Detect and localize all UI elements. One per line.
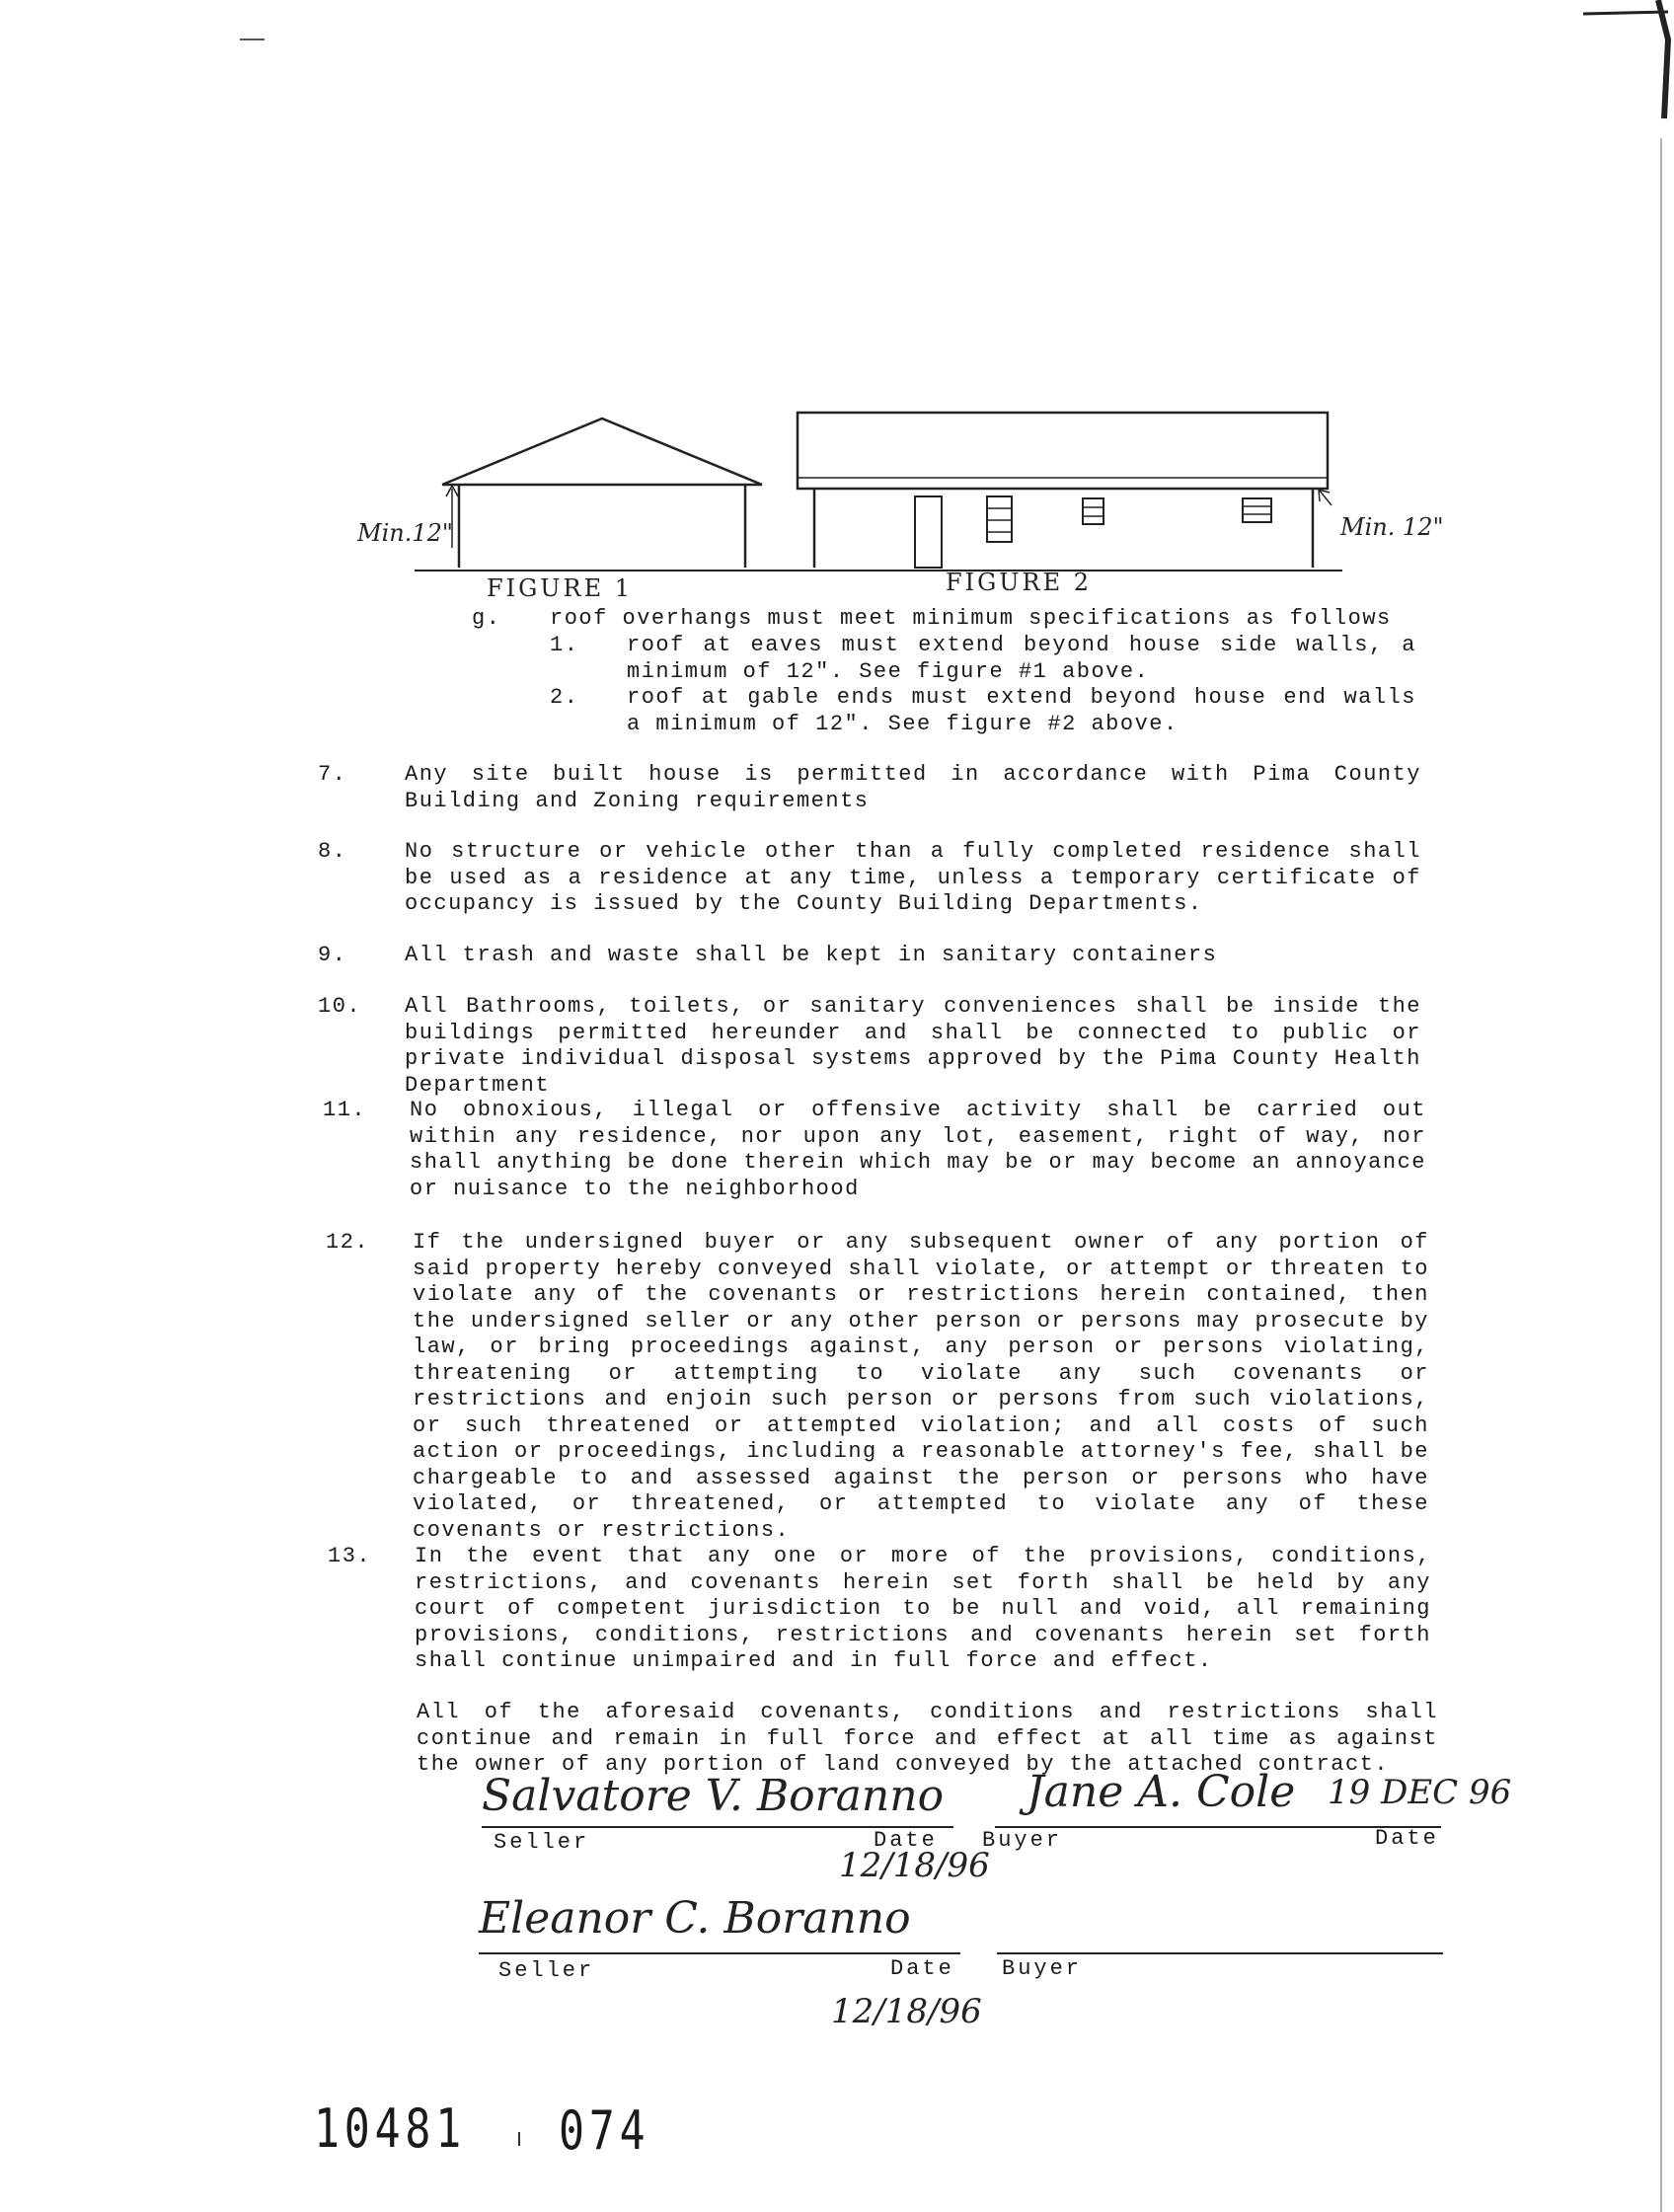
covenant-text: Any site built house is permitted in accordance with Pima County Building and Zoning requirements xyxy=(405,762,1421,813)
covenant-number: 8. xyxy=(318,839,347,864)
buyer-label: Buyer xyxy=(1002,1956,1083,1981)
buyer-2-signature-line xyxy=(997,1952,1443,1954)
covenant-item xyxy=(318,839,1421,918)
buyer-1-date: 19 DEC 96 xyxy=(1328,1773,1512,1812)
figure-1-drawing xyxy=(415,419,770,571)
docket-number: 10481 xyxy=(314,2098,467,2160)
seller-label: Seller xyxy=(498,1958,595,1983)
covenant-number: 9. xyxy=(318,943,347,967)
seller-2-signature-line xyxy=(479,1952,960,1954)
buyer-label: Buyer xyxy=(982,1828,1063,1853)
covenant-text: If the undersigned buyer or any subsequent owner of any portion of said property hereby conveyed shall violate, or attempt or threaten to violate any of the covenants or restrictions herein contained, then the undersigned seller or any other person or persons may prosecute by law, or bring proceedings against, any person or persons violating, threatening or attempting to violate any such covenants or restrictions and enjoin such person or persons from such violations, or such threatened or attempted violation; and all costs of such action or proceedings, including a reasonable attorney's fee, shall be chargeable to and assessed against the person or persons who have violated, or threatened, or attempted to violate any of these covenants or restrictions. xyxy=(413,1230,1429,1543)
clause-g-sub-text: roof at eaves must extend beyond house side walls, a minimum of 12". See figure #1 above. xyxy=(627,633,1416,684)
covenant-text: All Bathrooms, toilets, or sanitary conveniences shall be inside the buildings permitted hereunder and shall be connected to public or private individual disposal systems approved by the Pima County Health Department xyxy=(405,994,1421,1098)
seller-2-signature: Eleanor C. Boranno xyxy=(479,1893,911,1944)
date-label: Date xyxy=(874,1828,938,1853)
covenant-text: No structure or vehicle other than a fully completed residence shall be used as a residence at any time, unless a temporary certificate of occupancy is issued by the County Building Departments. xyxy=(405,839,1421,916)
covenant-number: 12. xyxy=(326,1230,370,1255)
stamp-tick xyxy=(518,2132,520,2146)
date-label: Date xyxy=(1375,1826,1439,1851)
covenant-number: 10. xyxy=(318,994,362,1019)
seller-1-signature: Salvatore V. Boranno xyxy=(482,1771,945,1821)
page-number: 074 xyxy=(559,2099,650,2162)
buyer-1-signature: Jane A. Cole xyxy=(1027,1767,1296,1817)
figure-2-drawing xyxy=(765,413,1342,571)
covenant-item xyxy=(318,994,1421,1099)
covenant-text: In the event that any one or more of the provisions, conditions, restrictions, and covenants herein set forth shall be held by any court of competent jurisdiction to be null and void, all remaining provisions, conditions, restrictions and covenants herein set forth shall continue unimpaired and in full force and effect. xyxy=(415,1544,1431,1673)
seller-2-date: 12/18/96 xyxy=(831,1992,982,2031)
figure-1-dimension: Min.12" xyxy=(357,519,453,547)
clause-g-text: roof overhangs must meet minimum specifications as follows xyxy=(550,606,1392,631)
covenant-text: All trash and waste shall be kept in sanitary containers xyxy=(405,943,1218,967)
clause-g-sub-num: 2. xyxy=(550,685,579,710)
covenant-item xyxy=(328,1544,1431,1675)
clause-g-sub-num: 1. xyxy=(550,633,579,657)
covenant-number: 13. xyxy=(328,1544,372,1568)
covenant-item xyxy=(318,943,1421,969)
clause-g-sub-text: roof at gable ends must extend beyond house end walls a minimum of 12". See figure #2 above. xyxy=(627,685,1416,736)
figure-2-label: FIGURE 2 xyxy=(946,569,1093,596)
covenant-item xyxy=(326,1230,1429,1544)
covenant-number: 11. xyxy=(323,1098,367,1122)
figure-2-dimension: Min. 12" xyxy=(1340,513,1444,541)
covenant-item xyxy=(318,762,1421,814)
seller-label: Seller xyxy=(494,1830,590,1855)
date-label: Date xyxy=(890,1956,954,1981)
covenant-number: 7. xyxy=(318,762,347,787)
seller-1-date: 12/18/96 xyxy=(839,1846,990,1885)
figure-1-label: FIGURE 1 xyxy=(487,574,634,602)
covenant-text: No obnoxious, illegal or offensive activity shall be carried out within any residence, nor upon any lot, easement, right of way, nor shall anything be done therein which may be or may become an annoyance or nuisance to the neighborhood xyxy=(410,1098,1426,1201)
covenant-item xyxy=(323,1098,1426,1202)
closing-paragraph: All of the aforesaid covenants, conditions and restrictions shall continue and remain in full force and effect at all time as against the owner of any portion of land conveyed by the attached contract. xyxy=(417,1700,1438,1777)
clause-g-letter: g. xyxy=(472,606,501,631)
